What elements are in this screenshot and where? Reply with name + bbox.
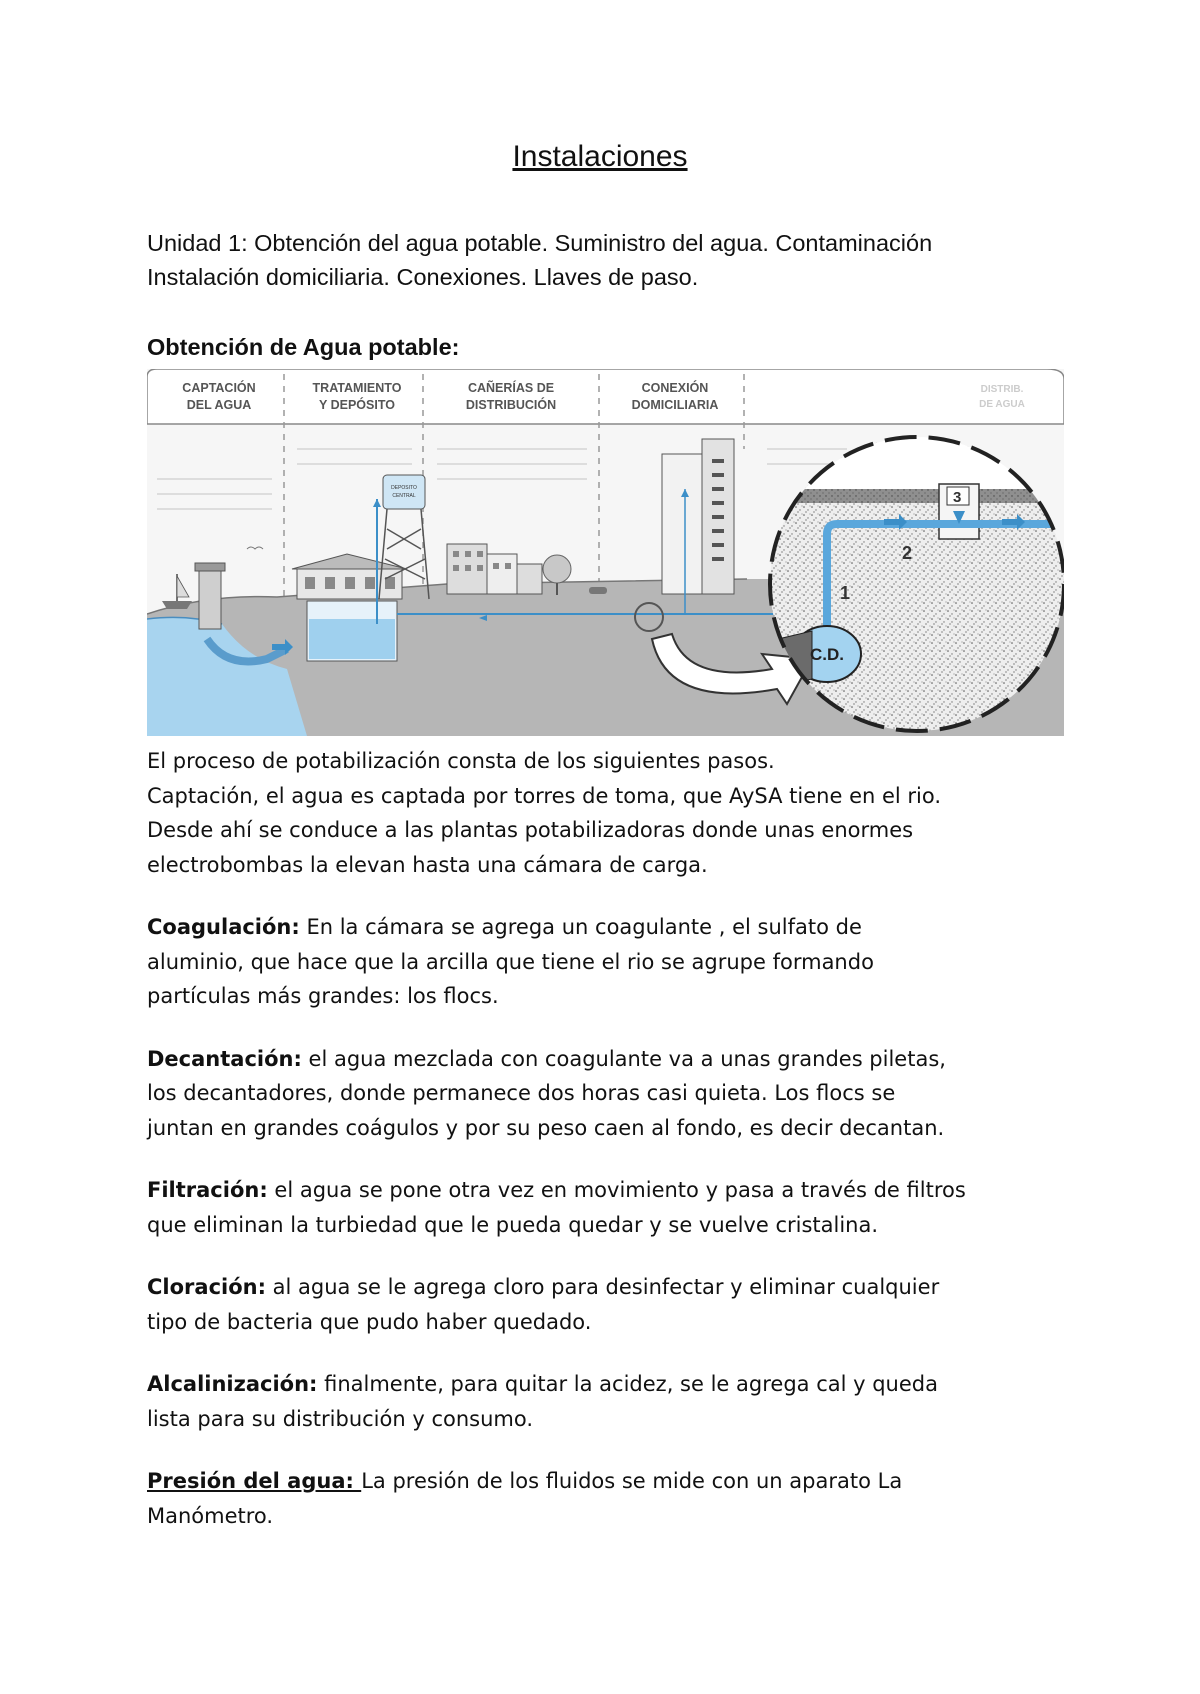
section-heading: Obtención de Agua potable: [147, 334, 460, 360]
presion-line-1: La presión de los fluidos se mide con un aparato La [361, 1469, 903, 1493]
col-conexion-line2: DOMICILIARIA [631, 398, 719, 412]
coagulacion-line-2: aluminio, que hace que la arcilla que tiene el rio se agrupe formando [147, 949, 874, 974]
water-supply-illustration [147, 369, 1064, 736]
alcalinizacion-paragraph [147, 1367, 1087, 1436]
tank-label-1: DEPOSITO [391, 485, 417, 491]
decantacion-line-2: los decantadores, donde permanece dos horas casi quieta. Los flocs se [147, 1081, 896, 1105]
intro-line-4: electrobombas la elevan hasta una cámara de carga. [147, 852, 708, 877]
presion-label: Presión del agua: [147, 1469, 362, 1493]
col-tratamiento-line1: TRATAMIENTO [312, 381, 402, 395]
col-canerias-line1: CAÑERÍAS DE [467, 381, 555, 395]
filtracion-label: Filtración: [147, 1178, 268, 1202]
filtracion-line-1: el agua se pone otra vez en movimiento y pasa a través de filtros [267, 1178, 966, 1202]
decantacion-label: Decantación: [147, 1046, 302, 1071]
coagulacion-label: Coagulación: [147, 915, 300, 939]
pipe-number-3: 3 [953, 489, 962, 506]
body-text [147, 744, 1087, 1561]
pipe-number-1: 1 [840, 583, 851, 603]
alcalinizacion-line-2: lista para su distribución y consumo. [147, 1406, 534, 1431]
page-title: Instalaciones [512, 140, 688, 173]
presion-paragraph [147, 1464, 1087, 1533]
intro-line-3: Desde ahí se conduce a las plantas potabilizadoras donde unas enormes [147, 818, 914, 842]
cloracion-line-2: tipo de bacteria que pudo haber quedado. [147, 1309, 592, 1334]
cloracion-paragraph [147, 1270, 1087, 1339]
filtracion-paragraph [147, 1173, 1087, 1242]
coagulacion-line-3: partículas más grandes: los flocs. [147, 984, 499, 1008]
decantacion-paragraph [147, 1042, 1087, 1146]
unit-line-1: Unidad 1: Obtención del agua potable. Suministro del agua. Contaminación [147, 230, 933, 256]
presion-line-2: Manómetro. [147, 1503, 274, 1528]
col-conexion-line1: CONEXIÓN [641, 381, 709, 395]
col-canerias-line2: DISTRIBUCIÓN [465, 398, 557, 412]
cloracion-label: Cloración: [147, 1275, 266, 1299]
intro-line-2: Captación, el agua es captada por torres de toma, que AySA tiene en el rio. [147, 783, 942, 808]
filtracion-line-2: que eliminan la turbiedad que le pueda quedar y se vuelve cristalina. [147, 1212, 879, 1237]
col-faded-line1: DISTRIB. [980, 384, 1024, 395]
alcalinizacion-label: Alcalinización: [147, 1372, 318, 1396]
unit-line-2: Instalación domiciliaria. Conexiones. Llaves de paso. [147, 264, 699, 290]
cd-label: C.D. [810, 645, 844, 664]
col-captacion-line2: DEL AGUA [186, 398, 252, 412]
cloracion-line-1: al agua se le agrega cloro para desinfectar y eliminar cualquier [266, 1275, 940, 1299]
tank-label-2: CENTRAL [392, 493, 416, 499]
pipe-number-2: 2 [902, 543, 913, 563]
decantacion-line-1: el agua mezclada con coagulante va a unas grandes piletas, [301, 1046, 946, 1071]
coagulacion-line-1: En la cámara se agrega un coagulante , el sulfato de [299, 915, 862, 939]
unit-description [147, 226, 1107, 294]
col-captacion-line1: CAPTACIÓN [182, 381, 256, 395]
coagulacion-paragraph [147, 910, 1087, 1014]
decantacion-line-3: juntan en grandes coágulos y por su peso caen al fondo, es decir decantan. [147, 1115, 945, 1140]
intro-paragraph [147, 744, 1087, 882]
col-faded-line2: DE AGUA [979, 399, 1025, 410]
alcalinizacion-line-1: finalmente, para quitar la acidez, se le agrega cal y queda [317, 1372, 938, 1396]
intro-line-1: El proceso de potabilización consta de los siguientes pasos. [147, 749, 775, 773]
col-tratamiento-line2: Y DEPÓSITO [319, 398, 395, 412]
